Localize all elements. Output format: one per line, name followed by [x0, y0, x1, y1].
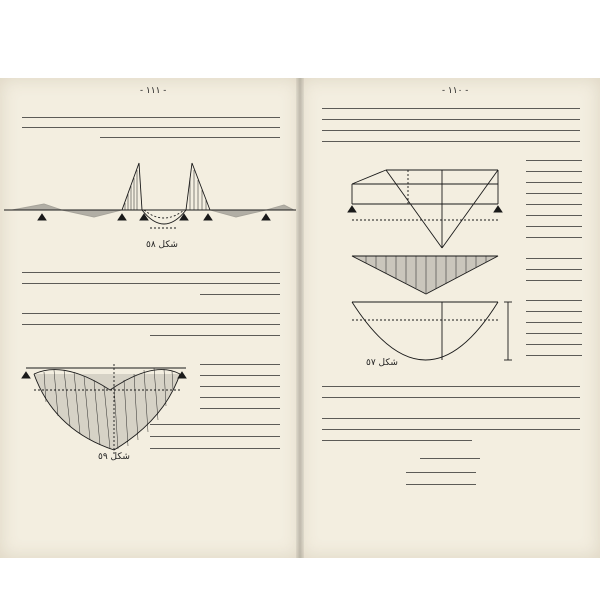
- figure-58-diagram: [4, 148, 296, 248]
- left-page-number: - ١١١ -: [140, 86, 167, 96]
- figure-59-diagram: [14, 350, 194, 460]
- figure-58-caption: شكل ٥٨: [146, 240, 178, 250]
- book-gutter: [296, 78, 304, 558]
- right-page-number: - ١١٠ -: [442, 86, 469, 96]
- figure-57-caption: شكل ٥٧: [366, 358, 398, 368]
- figure-57-diagram: [346, 160, 516, 375]
- figure-59-caption: شكل ٥٩: [98, 452, 130, 462]
